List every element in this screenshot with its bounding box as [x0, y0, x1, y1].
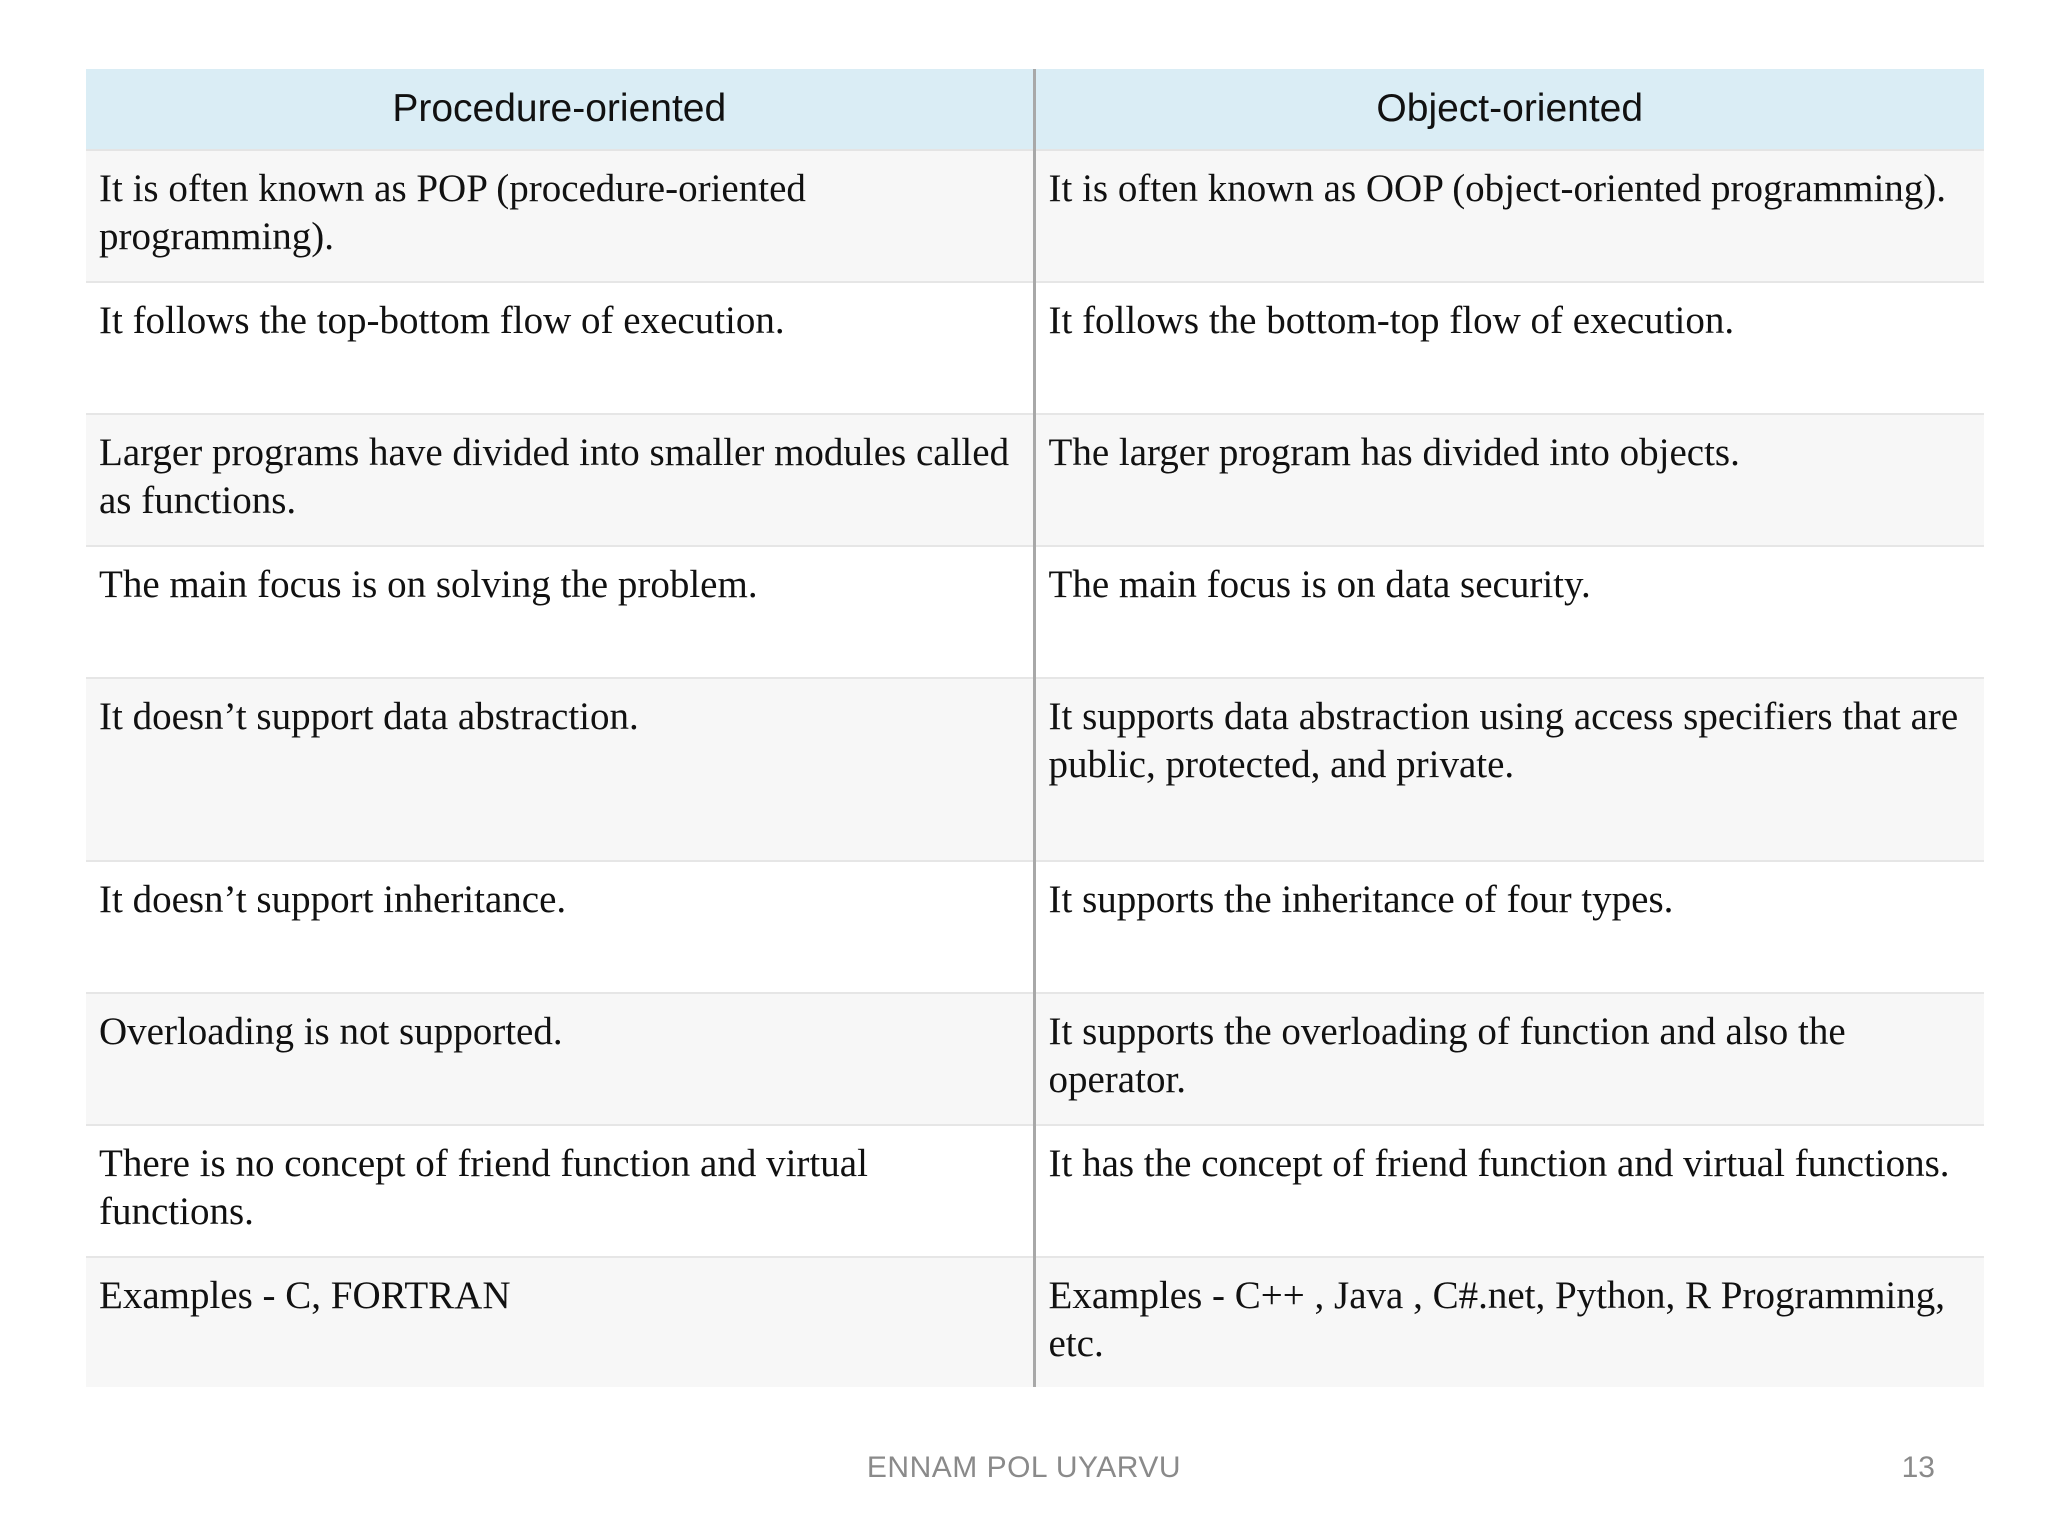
table-header-row [86, 69, 1984, 150]
cell-procedure: It follows the top-bottom flow of execution. [86, 282, 1034, 414]
cell-object: It supports the overloading of function and also the operator. [1034, 993, 1984, 1125]
footer-text: ENNAM POL UYARVU [866, 1451, 1182, 1484]
table-row [86, 861, 1984, 993]
table-row [86, 150, 1984, 282]
cell-object: Examples - C++ , Java , C#.net, Python, R Programming, etc. [1034, 1257, 1984, 1387]
table-row [86, 282, 1984, 414]
cell-object: The larger program has divided into objects. [1034, 414, 1984, 546]
page-number: 13 [1901, 1451, 1935, 1484]
table-row [86, 414, 1984, 546]
comparison-table [86, 69, 1984, 1387]
cell-procedure: Examples - C, FORTRAN [86, 1257, 1034, 1387]
cell-object: It has the concept of friend function and virtual functions. [1034, 1125, 1984, 1257]
table-row [86, 678, 1984, 861]
cell-object: It supports data abstraction using access specifiers that are public, protected, and private. [1034, 678, 1984, 861]
cell-object: It is often known as OOP (object-oriented programming). [1034, 150, 1984, 282]
table-row [86, 1125, 1984, 1257]
cell-procedure: It doesn’t support data abstraction. [86, 678, 1034, 861]
header-procedure-oriented: Procedure-oriented [86, 69, 1034, 150]
table-row [86, 546, 1984, 678]
cell-object: It supports the inheritance of four types. [1034, 861, 1984, 993]
cell-procedure: There is no concept of friend function and virtual functions. [86, 1125, 1034, 1257]
cell-procedure: The main focus is on solving the problem. [86, 546, 1034, 678]
cell-procedure: Overloading is not supported. [86, 993, 1034, 1125]
table-row [86, 993, 1984, 1125]
cell-procedure: It is often known as POP (procedure-oriented programming). [86, 150, 1034, 282]
cell-object: It follows the bottom-top flow of execution. [1034, 282, 1984, 414]
cell-procedure: Larger programs have divided into smaller modules called as functions. [86, 414, 1034, 546]
cell-object: The main focus is on data security. [1034, 546, 1984, 678]
table-row [86, 1257, 1984, 1387]
cell-procedure: It doesn’t support inheritance. [86, 861, 1034, 993]
header-object-oriented: Object-oriented [1034, 69, 1984, 150]
